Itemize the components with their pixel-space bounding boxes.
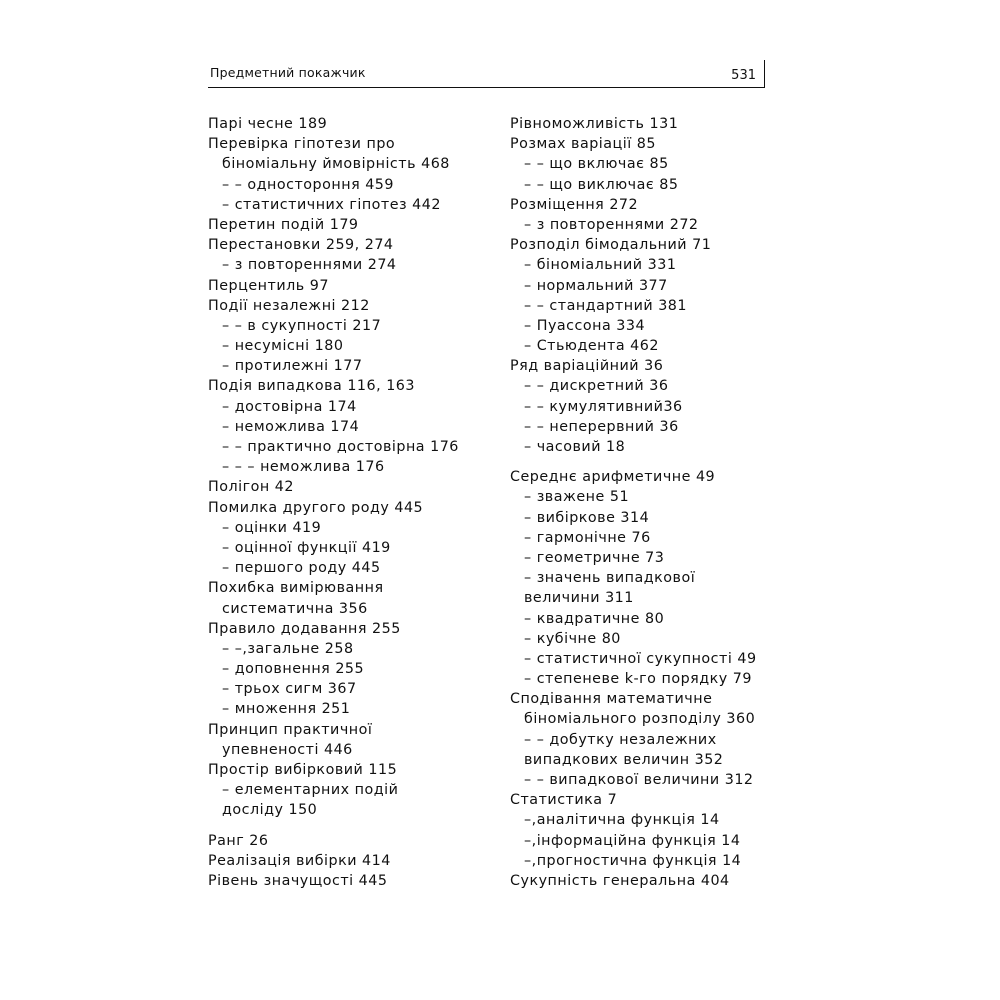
- index-entry: Ранг 26: [208, 832, 269, 849]
- index-entry: Рівень значущості 445: [208, 872, 388, 889]
- index-entry: Парі чесне 189: [208, 116, 328, 132]
- index-entry: біноміальну ймовірність 468: [222, 156, 450, 173]
- index-entry: величини 311: [524, 590, 634, 607]
- header-corner-rule: [764, 60, 765, 88]
- index-entry: Помилка другого роду 445: [208, 499, 424, 516]
- index-entry: – статистичної сукупності 49: [524, 650, 757, 667]
- index-entry: Перцентиль 97: [208, 277, 329, 294]
- page-number: 531: [731, 68, 756, 83]
- index-entry: – трьох сигм 367: [222, 681, 357, 698]
- index-entry: – – стандартний 381: [524, 297, 687, 314]
- index-entry: – з повтореннями 272: [524, 216, 699, 233]
- index-entry: – – неперервний 36: [524, 418, 679, 435]
- running-header: [208, 60, 765, 88]
- index-entry: –,аналітична функція 14: [524, 812, 720, 829]
- index-entry: – несумісні 180: [222, 338, 344, 355]
- index-entry: біноміального розподілу 360: [524, 711, 756, 728]
- index-entry: – вибіркове 314: [524, 509, 650, 526]
- index-entry: – – дискретний 36: [524, 378, 669, 395]
- index-entry: Подія випадкова 116, 163: [208, 378, 415, 395]
- index-entry: – Стьюдента 462: [524, 338, 659, 355]
- index-entry: Статистика 7: [510, 792, 618, 809]
- header-title: Предметний покажчик: [210, 65, 366, 80]
- index-entry: – – що включає 85: [524, 156, 669, 173]
- index-entry: Сукупність генеральна 404: [510, 872, 730, 889]
- index-entry: – першого роду 445: [222, 560, 381, 577]
- index-entry: – біноміальний 331: [524, 257, 677, 274]
- index-entry: – – практично достовірна 176: [222, 439, 459, 455]
- index-entry: – – випадкової величини 312: [524, 772, 754, 788]
- index-entry: Похибка вимірювання: [208, 580, 384, 597]
- index-entry: –,прогностична функція 14: [524, 852, 742, 869]
- index-entry: – статистичних гіпотез 442: [222, 196, 441, 213]
- index-entry: – оцінної функції 419: [222, 539, 391, 556]
- index-entry: – степеневе k-го порядку 79: [524, 671, 752, 688]
- index-entry: Рівноможливість 131: [510, 116, 679, 132]
- index-entry: Перестановки 259, 274: [208, 237, 394, 254]
- index-entry: Середнє арифметичне 49: [510, 469, 716, 486]
- index-entry: – гармонічне 76: [524, 529, 651, 546]
- index-entry: – –,загальне 258: [222, 640, 354, 657]
- index-entry: – – добутку незалежних: [524, 731, 717, 748]
- index-column-left: [208, 114, 498, 891]
- index-entry: Перетин подій 179: [208, 216, 359, 233]
- index-entry: систематична 356: [222, 600, 368, 617]
- index-column-right: [510, 114, 790, 891]
- index-entry: Розподіл бімодальний 71: [510, 237, 712, 254]
- index-entry: – – кумулятивний36: [524, 398, 683, 415]
- index-entry: – протилежні 177: [222, 358, 363, 375]
- index-entry: досліду 150: [222, 802, 318, 819]
- index-entry: Ряд варіаційний 36: [510, 358, 664, 375]
- index-entry: Простір вибірковий 115: [208, 762, 398, 778]
- index-entry: – геометричне 73: [524, 549, 665, 566]
- index-entry: – квадратичне 80: [524, 610, 665, 627]
- index-entry: – неможлива 174: [222, 418, 360, 435]
- index-entry: – з повтореннями 274: [222, 257, 397, 274]
- index-entry: – – – неможлива 176: [222, 459, 385, 476]
- index-entry: – значень випадкової: [524, 570, 696, 587]
- index-entry: Принцип практичної: [208, 721, 373, 738]
- index-entry: – нормальний 377: [524, 277, 668, 294]
- index-entry: Розмах варіації 85: [510, 136, 656, 153]
- index-entry: – оцінки 419: [222, 519, 322, 536]
- index-entry: –,інформаційна функція 14: [524, 832, 741, 849]
- index-entry: Розміщення 272: [510, 196, 639, 213]
- index-entry: – доповнення 255: [222, 661, 365, 678]
- index-entry: Полігон 42: [208, 479, 294, 496]
- index-entry: – – одностороння 459: [222, 176, 394, 193]
- index-entry: – зважене 51: [524, 489, 630, 506]
- index-entry: випадкових величин 352: [524, 751, 724, 768]
- index-entry: Події незалежні 212: [208, 297, 370, 314]
- index-entry: Перевірка гіпотези про: [208, 136, 396, 153]
- index-entry: Сподівання математичне: [510, 691, 713, 708]
- index-entry: упевненості 446: [222, 741, 353, 758]
- index-entry: – – що виключає 85: [524, 176, 679, 193]
- index-entry: Реалізація вибірки 414: [208, 852, 391, 869]
- index-entry: – кубічне 80: [524, 630, 621, 647]
- index-entry: – достовірна 174: [222, 398, 357, 415]
- index-entry: Правило додавання 255: [208, 620, 401, 637]
- index-entry: – часовий 18: [524, 439, 626, 455]
- index-entry: – – в сукупності 217: [222, 317, 382, 334]
- index-entry: – множення 251: [222, 701, 351, 718]
- index-entry: – елементарних подій: [222, 782, 399, 799]
- header-rule: [208, 87, 765, 88]
- index-entry: – Пуассона 334: [524, 317, 646, 334]
